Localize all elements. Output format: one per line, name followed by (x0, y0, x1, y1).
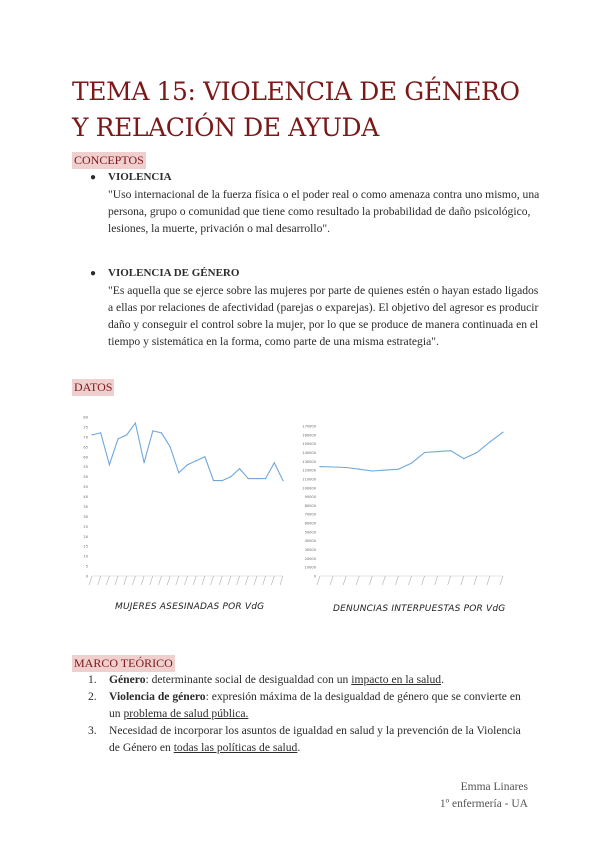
bullet-icon: ● (90, 268, 97, 279)
y-tick-label: 0 (85, 574, 88, 579)
x-tick-mark (461, 576, 464, 585)
data-point (489, 441, 490, 442)
link-politicas-salud[interactable]: todas las políticas de salud (173, 741, 298, 754)
y-tick-label: 120000 (302, 468, 316, 473)
y-tick-label: 55 (83, 465, 88, 470)
data-point (170, 446, 171, 447)
x-tick-mark (500, 576, 503, 585)
data-point (476, 452, 477, 453)
y-tick-label: 80000 (304, 503, 316, 508)
x-tick-mark (395, 576, 398, 585)
data-point (100, 432, 101, 433)
x-tick-mark (211, 576, 214, 585)
data-point (178, 472, 179, 473)
x-tick-mark (193, 576, 196, 585)
data-point (213, 480, 214, 481)
y-tick-label: 80 (83, 415, 88, 420)
data-point (346, 467, 347, 468)
x-tick-mark (448, 576, 451, 585)
data-point (117, 438, 118, 439)
y-tick-label: 70000 (304, 512, 316, 517)
page-title: TEMA 15: VIOLENCIA DE GÉNERO Y RELACIÓN DE AYUDA (72, 77, 520, 142)
data-point (248, 478, 249, 479)
x-tick-mark (89, 576, 92, 585)
y-tick-label: 10 (83, 554, 88, 559)
x-tick-mark (280, 576, 283, 585)
x-tick-mark (422, 576, 425, 585)
data-point (230, 476, 231, 477)
x-tick-mark (228, 576, 231, 585)
list-item: 1. Género: determinante social de desigualdad con un impacto en la salud. (88, 673, 444, 686)
bullet-icon: ● (90, 172, 97, 183)
series-line (320, 432, 503, 471)
x-tick-mark (254, 576, 257, 585)
concept-violencia (90, 169, 540, 239)
x-tick-mark (356, 576, 359, 585)
x-tick-mark (158, 576, 161, 585)
x-tick-mark (176, 576, 179, 585)
data-point (463, 458, 464, 459)
y-tick-label: 150000 (302, 442, 316, 447)
y-tick-label: 40000 (304, 539, 316, 544)
y-tick-label: 50 (83, 475, 88, 480)
data-point (319, 466, 320, 467)
concept-definition: "Es aquella que se ejerce sobre las mujeres por parte de quienes estén o hayan estado ligados a ellas por relaciones de afectividad (parejas o exparejas). El objetivo del agresor es producir daño y conseguir el control sobre la mujer, por lo que se produce de manera continuada en el tiempo y sistemática en la forma, como parte de una misma estrategia". (108, 284, 539, 348)
data-point (372, 470, 373, 471)
concept-term: VIOLENCIA DE GÉNERO (108, 267, 240, 279)
x-tick-mark (115, 576, 118, 585)
y-tick-label: 65 (83, 445, 88, 450)
data-point (135, 422, 136, 423)
data-point (359, 469, 360, 470)
x-tick-mark (141, 576, 144, 585)
y-tick-label: 45 (83, 485, 88, 490)
data-point (332, 466, 333, 467)
y-tick-label: 30 (83, 514, 88, 519)
x-tick-mark (330, 576, 333, 585)
x-tick-mark (369, 576, 372, 585)
data-point (152, 430, 153, 431)
footer-author: Emma Linares (460, 781, 528, 793)
data-point (282, 480, 283, 481)
list-item: 3. Necesidad de incorporar los asuntos de igualdad en salud y la prevención de la Violencia de Género en todas las políticas de salud. (88, 724, 521, 754)
y-tick-label: 60 (83, 455, 88, 460)
x-tick-mark (487, 576, 490, 585)
y-tick-label: 130000 (302, 459, 316, 464)
x-tick-mark (271, 576, 274, 585)
x-tick-mark (132, 576, 135, 585)
section-datos: DATOS (74, 380, 113, 394)
x-tick-mark (474, 576, 477, 585)
data-point (239, 468, 240, 469)
y-tick-label: 170000 (302, 424, 316, 429)
data-point (424, 452, 425, 453)
concept-term: VIOLENCIA (108, 171, 172, 183)
y-tick-label: 140000 (302, 450, 316, 455)
x-tick-mark (435, 576, 438, 585)
y-tick-label: 10000 (304, 565, 316, 570)
x-tick-mark (150, 576, 153, 585)
series-line (92, 423, 283, 481)
x-tick-mark (106, 576, 109, 585)
x-tick-mark (237, 576, 240, 585)
x-tick-mark (202, 576, 205, 585)
y-tick-label: 15 (83, 544, 88, 549)
x-tick-mark (343, 576, 346, 585)
data-point (256, 478, 257, 479)
data-point (187, 464, 188, 465)
data-point (385, 470, 386, 471)
y-tick-label: 90000 (304, 495, 316, 500)
data-point (161, 432, 162, 433)
data-point (196, 460, 197, 461)
link-salud-publica[interactable]: problema de salud pública. (123, 707, 249, 720)
y-tick-label: 100000 (302, 486, 316, 491)
y-tick-label: 70 (83, 435, 88, 440)
data-point (126, 434, 127, 435)
x-tick-mark (124, 576, 127, 585)
data-point (411, 462, 412, 463)
data-point (91, 434, 92, 435)
link-impacto-salud[interactable]: impacto en la salud (351, 673, 442, 686)
y-tick-label: 60000 (304, 521, 316, 526)
chart-caption-left: MUJERES ASESINADAS POR VdG (115, 602, 265, 612)
y-tick-label: 20000 (304, 556, 316, 561)
x-tick-mark (185, 576, 188, 585)
concept-definition: "Uso internacional de la fuerza física o el poder real o como amenaza contra uno mismo, una persona, grupo o comunidad que tiene como resultado la probabilidad de daño psicológico, lesiones, la muerte, privación o mal desarrollo". (108, 188, 540, 235)
x-tick-mark (382, 576, 385, 585)
y-tick-label: 75 (83, 425, 88, 430)
data-point (274, 462, 275, 463)
x-tick-mark (317, 576, 320, 585)
data-point (437, 451, 438, 452)
list-item: 2. Violencia de género: expresión máxima de la desigualdad de género que se convierte en un problema de salud pública. (88, 690, 521, 720)
data-point (204, 456, 205, 457)
chart-mujeres-asesinadas (78, 412, 288, 602)
x-tick-mark (167, 576, 170, 585)
data-point (222, 480, 223, 481)
x-tick-mark (245, 576, 248, 585)
marco-list (88, 671, 528, 756)
data-point (450, 450, 451, 451)
y-tick-label: 30000 (304, 548, 316, 553)
y-tick-label: 110000 (302, 477, 316, 482)
section-marco-teorico: MARCO TEÓRICO (74, 656, 173, 670)
footer-course: 1º enfermería - UA (439, 798, 528, 810)
data-point (398, 469, 399, 470)
y-tick-label: 20 (83, 534, 88, 539)
y-tick-label: 160000 (302, 433, 316, 438)
data-point (265, 478, 266, 479)
section-conceptos: CONCEPTOS (74, 153, 144, 167)
x-tick-mark (263, 576, 266, 585)
y-tick-label: 35 (83, 504, 88, 509)
chart-denuncias (298, 420, 508, 600)
y-tick-label: 25 (83, 524, 88, 529)
data-point (502, 432, 503, 433)
concept-violencia-genero (90, 265, 539, 369)
x-tick-mark (98, 576, 101, 585)
data-point (109, 464, 110, 465)
x-tick-mark (409, 576, 412, 585)
data-point (143, 462, 144, 463)
x-tick-mark (219, 576, 222, 585)
y-tick-label: 50000 (304, 530, 316, 535)
y-tick-label: 0 (313, 574, 316, 579)
y-tick-label: 40 (83, 495, 88, 499)
chart-caption-right: DENUNCIAS INTERPUESTAS POR VdG (333, 604, 506, 614)
y-tick-label: 5 (85, 564, 88, 569)
